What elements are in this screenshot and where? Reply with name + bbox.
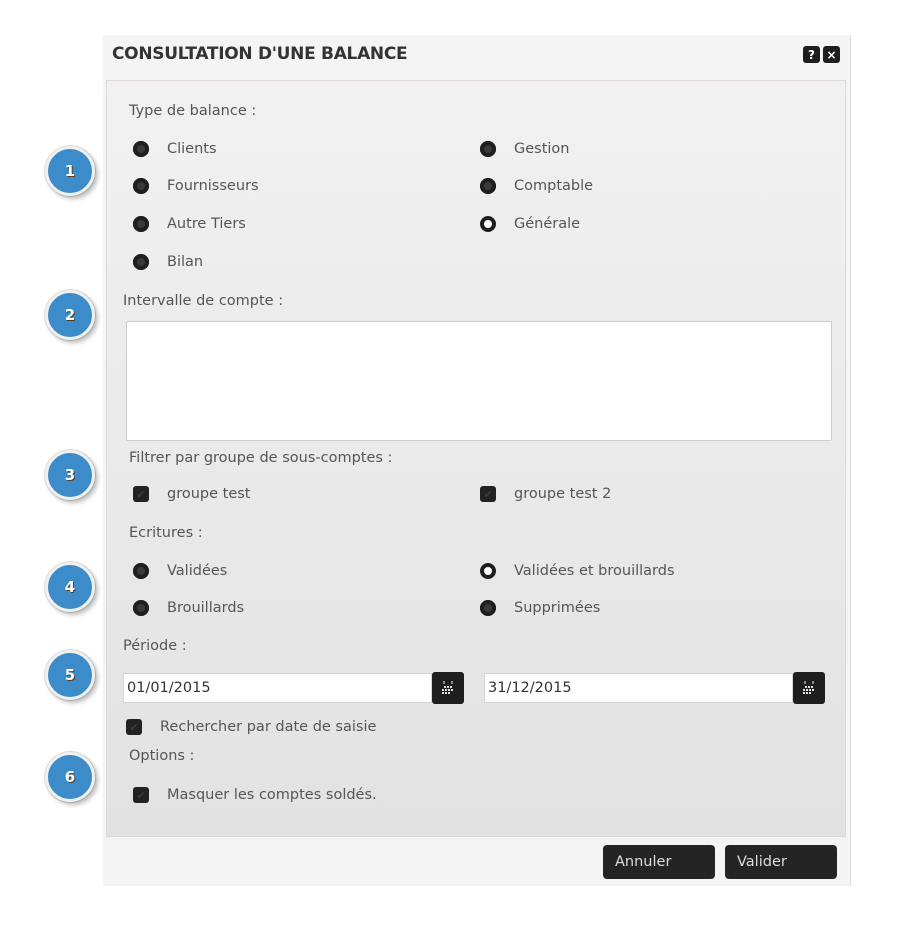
checkbox-label: groupe test 2 <box>514 486 612 502</box>
date-end-field <box>484 673 825 703</box>
radio-validees[interactable] <box>133 563 227 579</box>
radio-label: Brouillards <box>167 600 245 616</box>
radio-label: Autre Tiers <box>167 216 246 232</box>
checkbox-icon: ✔ <box>133 486 149 502</box>
validate-button[interactable]: Valider <box>725 845 837 879</box>
step-marker-6: 6 <box>45 752 95 802</box>
radio-bilan[interactable] <box>133 254 203 270</box>
cancel-button[interactable]: Annuler <box>603 845 715 879</box>
step-marker-1: 1 <box>45 146 95 196</box>
step-marker-2: 2 <box>45 290 95 340</box>
radio-icon <box>133 254 149 270</box>
checkbox-label: groupe test <box>167 486 251 502</box>
radio-label: Comptable <box>514 178 594 194</box>
checkbox-search-entry-date[interactable] <box>126 719 376 735</box>
dialog-title: CONSULTATION D'UNE BALANCE <box>112 44 408 64</box>
radio-icon <box>133 563 149 579</box>
radio-label: Validées <box>167 563 228 579</box>
radio-label: Bilan <box>167 254 204 270</box>
close-icon[interactable]: × <box>823 46 840 63</box>
ecritures-label: Ecritures : <box>129 525 203 541</box>
radio-label: Fournisseurs <box>167 178 259 194</box>
calendar-icon[interactable] <box>432 672 464 704</box>
radio-gestion[interactable] <box>480 141 570 157</box>
radio-icon <box>480 141 496 157</box>
step-marker-5: 5 <box>45 650 95 700</box>
radio-label: Générale <box>514 216 581 232</box>
periode-label: Période : <box>123 638 187 654</box>
radio-clients[interactable] <box>133 141 217 157</box>
radio-icon-checked <box>480 563 496 579</box>
radio-label: Supprimées <box>514 600 601 616</box>
radio-icon <box>133 600 149 616</box>
intervalle-label: Intervalle de compte : <box>123 293 284 309</box>
dialog-body <box>106 80 846 837</box>
checkbox-icon: ✔ <box>480 486 496 502</box>
checkbox-label: Masquer les comptes soldés. <box>167 787 377 803</box>
balance-dialog <box>103 35 851 886</box>
radio-icon <box>133 141 149 157</box>
checkbox-icon: ✔ <box>126 719 142 735</box>
help-icon[interactable]: ? <box>803 46 820 63</box>
radio-label: Validées et brouillards <box>514 563 675 579</box>
radio-icon <box>133 216 149 232</box>
radio-comptable[interactable] <box>480 178 593 194</box>
dialog-footer <box>103 835 850 886</box>
radio-icon <box>480 600 496 616</box>
checkbox-groupe-test[interactable] <box>133 486 251 502</box>
date-start-input[interactable]: 01/01/2015 <box>123 673 432 703</box>
intervalle-textarea[interactable] <box>126 321 832 441</box>
groupes-label: Filtrer par groupe de sous-comptes : <box>129 450 393 466</box>
radio-brouillards[interactable] <box>133 600 244 616</box>
checkbox-groupe-test-2[interactable] <box>480 486 611 502</box>
type-balance-label: Type de balance : <box>129 103 257 119</box>
options-label: Options : <box>129 748 195 764</box>
radio-fournisseurs[interactable] <box>133 178 259 194</box>
radio-supprimees[interactable] <box>480 600 600 616</box>
radio-label: Gestion <box>514 141 570 157</box>
step-marker-3: 3 <box>45 450 95 500</box>
radio-validees-et-brouillards[interactable] <box>480 563 675 579</box>
checkbox-label: Rechercher par date de saisie <box>160 719 377 735</box>
radio-icon <box>133 178 149 194</box>
radio-label: Clients <box>167 141 217 157</box>
date-end-input[interactable]: 31/12/2015 <box>484 673 793 703</box>
date-start-field <box>123 673 464 703</box>
radio-autre-tiers[interactable] <box>133 216 246 232</box>
radio-generale[interactable] <box>480 216 580 232</box>
radio-icon-checked <box>480 216 496 232</box>
calendar-icon[interactable] <box>793 672 825 704</box>
radio-icon <box>480 178 496 194</box>
checkbox-icon: ✔ <box>133 787 149 803</box>
step-marker-4: 4 <box>45 562 95 612</box>
checkbox-hide-balanced[interactable] <box>133 787 377 803</box>
